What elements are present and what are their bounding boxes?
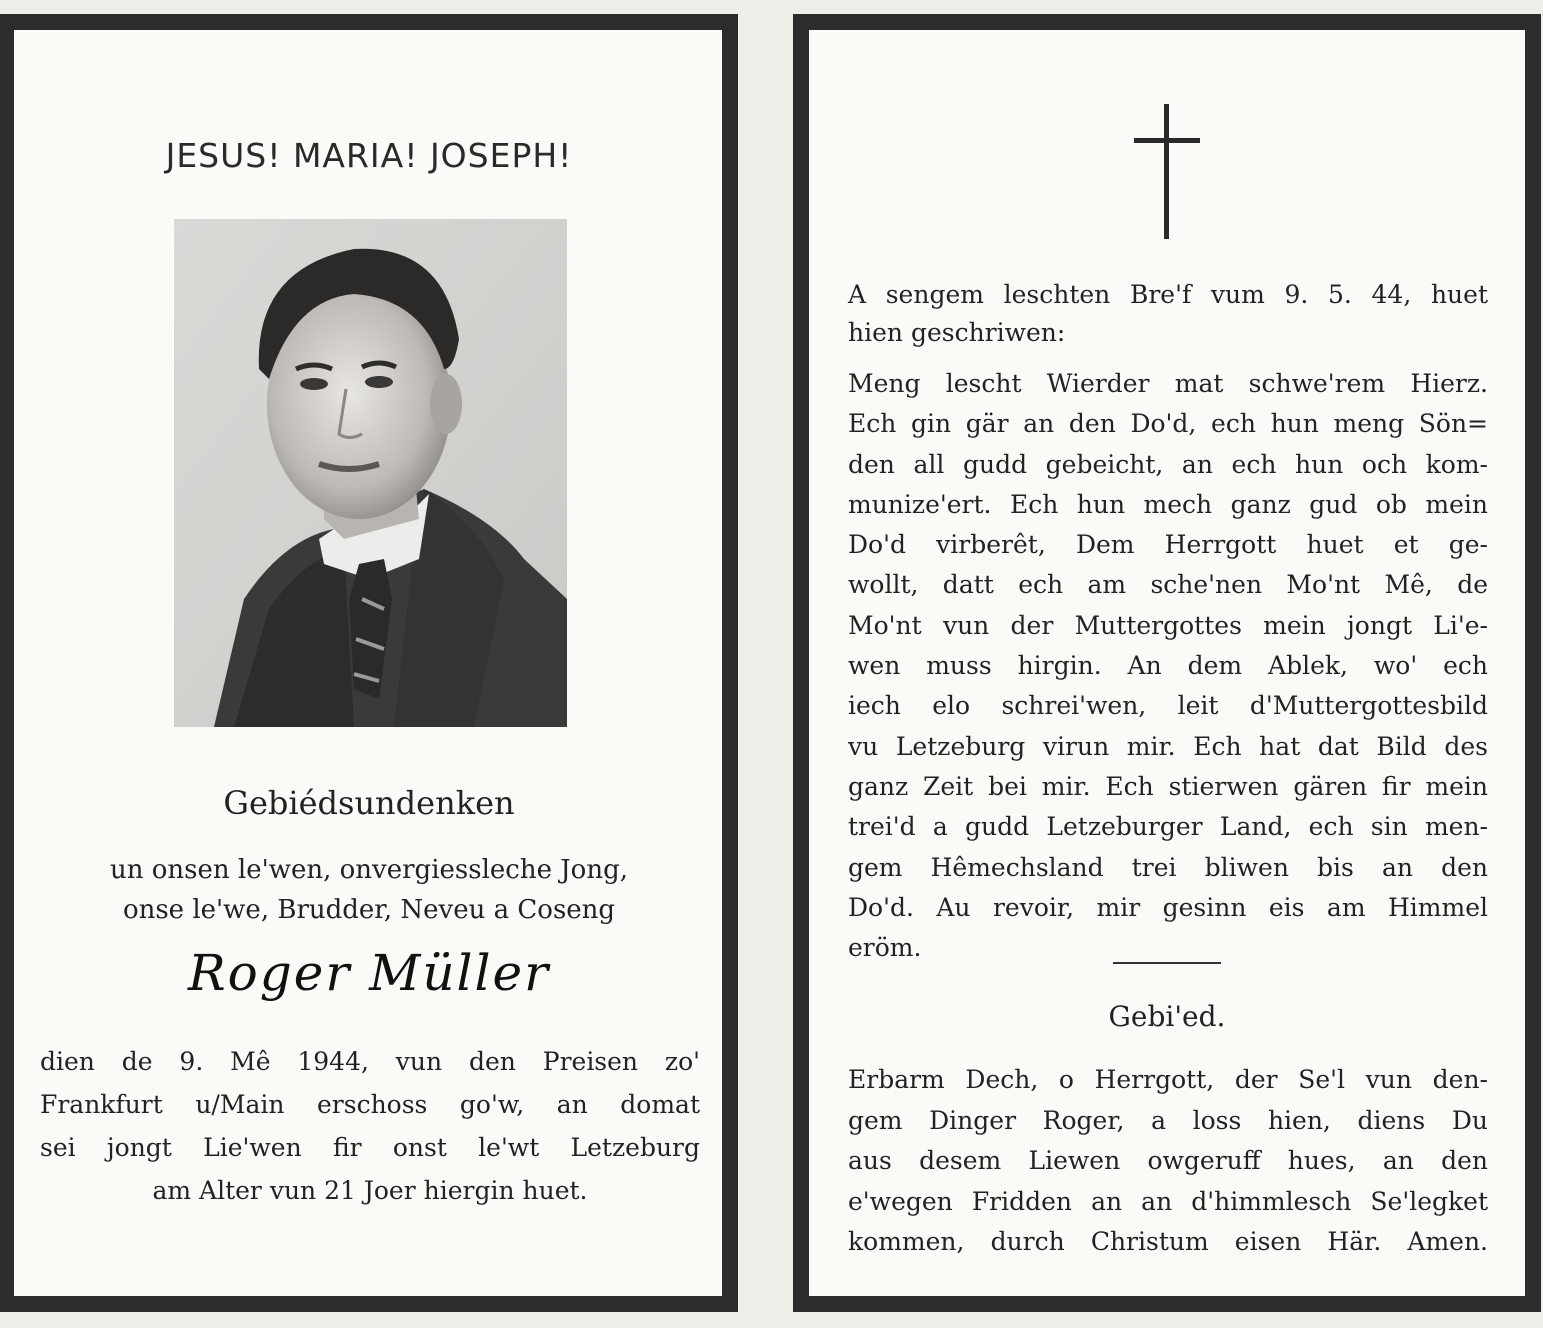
portrait-image [174,219,567,727]
bio-line: am Alter vun 21 Joer hiergin huet. [152,1176,588,1205]
letter-line: eröm. [848,933,922,963]
letter-line: iech elo schrei'wen, leit d'Muttergottesbild [848,691,1488,721]
letter-line: trei'd a gudd Letzeburger Land, ech sin men- [848,812,1488,842]
dedication-text [0,850,738,930]
letter-text [848,364,1488,968]
letter-line: Do'd virberêt, Dem Herrgott huet et ge- [848,530,1488,560]
prayer-line: gem Dinger Roger, a loss hien, diens Du [848,1105,1488,1135]
letter-line: wollt, datt ech am sche'nen Mo'nt Mê, de [848,570,1488,600]
prayer-title: Gebi'ed. [1108,1000,1226,1033]
letter-line: vu Letzeburg virun mir. Ech hat dat Bild des [848,731,1488,761]
letter-line: gem Hêmechsland trei bliwen bis an den [848,852,1488,882]
prayer-line: e'wegen Fridden an an d'himmlesch Se'legket [848,1186,1488,1216]
deceased-name: Roger Müller [187,944,550,1002]
prayer-line: kommen, durch Christum eisen Här. Amen. [848,1227,1488,1256]
letter-line: Ech gin gär an den Do'd, ech hun meng Sön= [848,409,1488,439]
biography-text [40,1040,700,1212]
prayer-text [848,1060,1488,1263]
bio-line: sei jongt Lie'wen fir onst le'wt Letzeburg [40,1133,700,1162]
letter-intro [848,276,1488,352]
card-heading: JESUS! MARIA! JOSEPH! [165,136,573,175]
letter-line: Mo'nt vun der Muttergottes mein jongt Li'e- [848,610,1488,640]
letter-line: ganz Zeit bei mir. Ech stierwen gären fir mein [848,771,1488,801]
intro-line: A sengem leschten Bre'f vum 9. 5. 44, huet [848,280,1488,309]
prayer-line: Erbarm Dech, o Herrgott, der Se'l vun den- [848,1065,1488,1094]
dedication-line: un onsen le'wen, onvergiessleche Jong, [110,855,628,885]
memorial-card-left [0,14,738,1312]
bio-line: dien de 9. Mê 1944, vun den Preisen zo' [40,1047,700,1076]
bio-line: Frankfurt u/Main erschoss go'w, an domat [40,1090,700,1119]
letter-line: wen muss hirgin. An dem Ablek, wo' ech [848,651,1488,681]
letter-line: munize'ert. Ech hun mech ganz gud ob mein [848,489,1488,519]
dedication-line: onse le'we, Brudder, Neveu a Coseng [122,895,616,925]
section-divider [1113,962,1221,964]
portrait-photo [174,219,567,727]
card-subtitle: Gebiédsundenken [223,784,515,822]
prayer-line: aus desem Liewen owgeruff hues, an den [848,1146,1488,1175]
letter-line: Meng lescht Wierder mat schwe'rem Hierz. [848,369,1488,398]
memorial-card-right [793,14,1541,1312]
intro-line: hien geschriwen: [848,318,1066,347]
letter-line: Do'd. Au revoir, mir gesinn eis am Himmel [848,892,1488,922]
letter-line: den all gudd gebeicht, an ech hun och kom- [848,449,1488,479]
